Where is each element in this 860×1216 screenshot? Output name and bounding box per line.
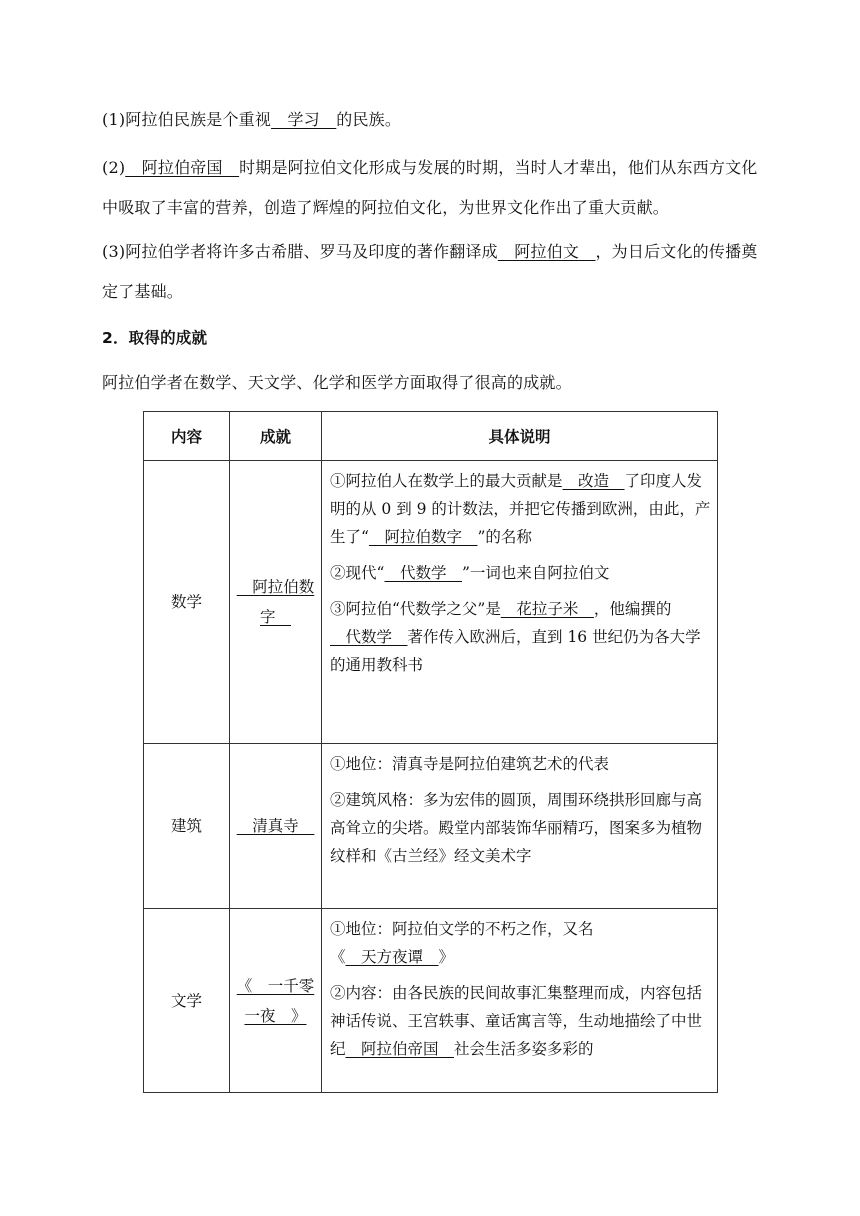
paragraph-2 bbox=[102, 148, 762, 228]
header-achievement: 成就 bbox=[230, 412, 322, 461]
header-details: 具体说明 bbox=[322, 412, 718, 461]
section-heading: 2．取得的成就 bbox=[102, 329, 208, 347]
text: ③阿拉伯“代数学之父”是 bbox=[330, 600, 501, 618]
text: (2) bbox=[102, 158, 126, 177]
answer-blank: __代数学__ bbox=[384, 564, 462, 582]
row-content: 文学 bbox=[144, 909, 230, 1093]
text: ②现代“ bbox=[330, 564, 385, 582]
achievement-blank: __清真寺__ bbox=[236, 817, 315, 835]
text: 著作传入欧洲后，直到 16 世纪仍为各大学的通用教科书 bbox=[330, 628, 701, 674]
detail-item bbox=[330, 559, 711, 587]
row-achievement-cell bbox=[230, 744, 322, 909]
text: (3)阿拉伯学者将许多古希腊、罗马及印度的著作翻译成 bbox=[102, 242, 498, 261]
answer-blank: __花拉子米__ bbox=[500, 600, 594, 618]
table-row bbox=[144, 461, 718, 744]
row-content: 建筑 bbox=[144, 744, 230, 909]
achievements-table bbox=[143, 411, 718, 1093]
section-lead: 阿拉伯学者在数学、天文学、化学和医学方面取得了很高的成就。 bbox=[102, 373, 572, 392]
text: 的民族。 bbox=[336, 110, 402, 129]
answer-blank: __阿拉伯数字__ bbox=[368, 528, 478, 546]
text: ①地位：清真寺是阿拉伯建筑艺术的代表 bbox=[330, 755, 610, 773]
detail-item bbox=[330, 915, 711, 971]
text: ①阿拉伯人在数学上的最大贡献是 bbox=[330, 472, 563, 490]
answer-blank: __学习__ bbox=[271, 110, 337, 129]
table-header-row bbox=[144, 412, 718, 461]
text: 了印度人发明的从 0 到 9 的计数法，并把它传播到欧洲，由此，产生了“ bbox=[330, 472, 711, 546]
answer-blank: __阿拉伯文__ bbox=[497, 242, 596, 261]
answer-blank: __阿拉伯帝国__ bbox=[345, 1040, 455, 1058]
text: ”的名称 bbox=[477, 528, 532, 546]
text: ②内容：由各民族的民间故事汇集整理而成，内容包括神话传说、王宫轶事、童话寓言等，生动地描绘了中世纪 bbox=[330, 984, 703, 1058]
row-achievement-cell bbox=[230, 909, 322, 1093]
achievement-blank: __阿拉伯数字__ bbox=[236, 578, 315, 626]
detail-item bbox=[330, 786, 711, 870]
header-content: 内容 bbox=[144, 412, 230, 461]
text: ②建筑风格：多为宏伟的圆顶，周围环绕拱形回廊与高高耸立的尖塔。殿堂内部装饰华丽精巧，图案多为植物纹样和《古兰经》经文美术字 bbox=[330, 791, 703, 865]
row-details bbox=[322, 909, 718, 1093]
row-details bbox=[322, 744, 718, 909]
table-row bbox=[144, 744, 718, 909]
row-details bbox=[322, 461, 718, 744]
text: ，他编撰的 bbox=[593, 600, 672, 618]
row-content: 数学 bbox=[144, 461, 230, 744]
answer-blank: __天方夜谭__ bbox=[345, 948, 439, 966]
text: 》 bbox=[438, 948, 455, 966]
text: ，为日后文化的传播奠定了基础。 bbox=[102, 242, 758, 301]
answer-blank: __阿拉伯帝国__ bbox=[125, 158, 240, 177]
detail-item bbox=[330, 750, 711, 778]
text: ”一词也来自阿拉伯文 bbox=[461, 564, 610, 582]
achievement-blank: 《__一千零一夜__》 bbox=[236, 976, 315, 1025]
detail-item bbox=[330, 595, 711, 679]
detail-item bbox=[330, 979, 711, 1063]
text: (1)阿拉伯民族是个重视 bbox=[102, 110, 272, 129]
text: 时期是阿拉伯文化形成与发展的时期，当时人才辈出，他们从东西方文化中吸取了丰富的营养，创造了辉煌的阿拉伯文化，为世界文化作出了重大贡献。 bbox=[102, 158, 758, 217]
detail-item bbox=[330, 467, 711, 551]
text: ①地位：阿拉伯文学的不朽之作，又名《 bbox=[330, 920, 594, 966]
table-row bbox=[144, 909, 718, 1093]
answer-blank: __代数学__ bbox=[330, 628, 408, 646]
row-achievement-cell bbox=[230, 461, 322, 744]
text: 社会生活多姿多彩的 bbox=[454, 1040, 594, 1058]
paragraph-1 bbox=[102, 100, 762, 140]
answer-blank: __改造__ bbox=[562, 472, 625, 490]
paragraph-3 bbox=[102, 232, 762, 312]
